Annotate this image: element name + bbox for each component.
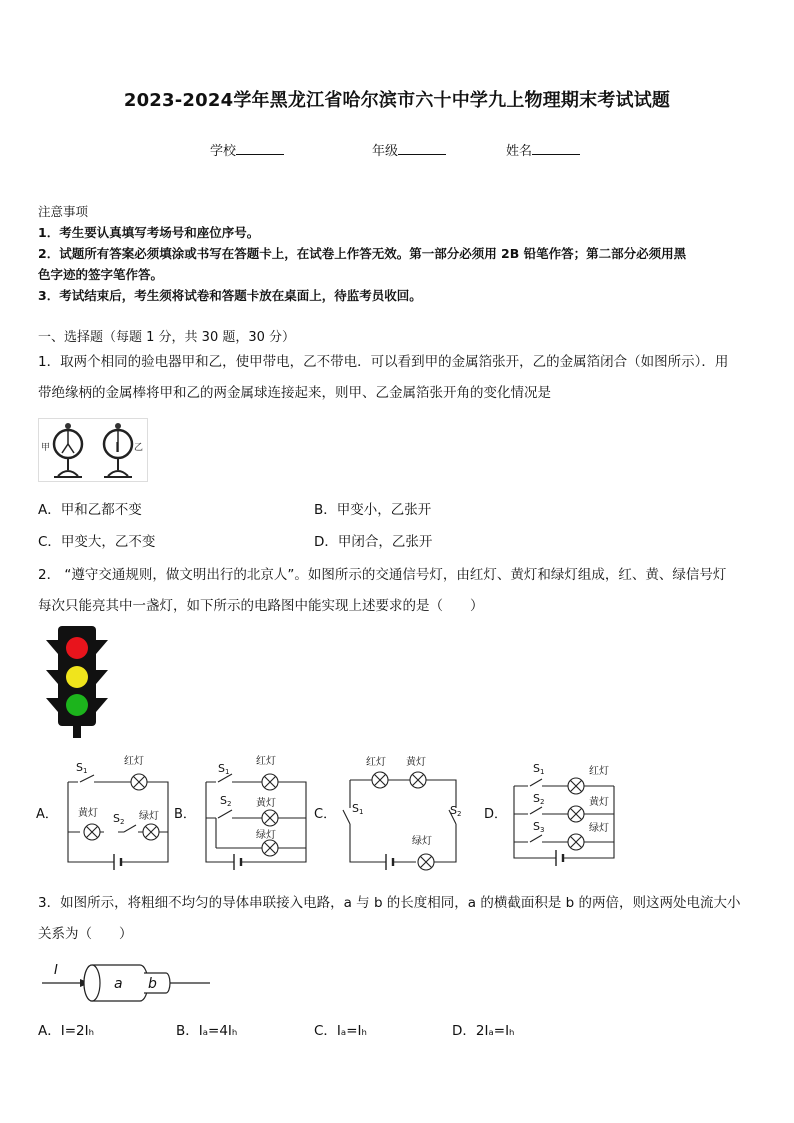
fig-label-jia: 甲 [41,443,51,453]
switch-label: S1 [76,761,88,775]
circuit-d [514,762,614,866]
question-2-line: 2． “遵守交通规则，做文明出行的北京人”。如图所示的交通信号灯，由红灯、黄灯和绿灯组成，红、黄、绿信号灯 [38,567,727,583]
lamp-icon [84,824,100,840]
question-2-line: 每次只能亮其中一盏灯，如下所示的电路图中能实现上述要求的是（ ） [38,598,484,614]
switch-label: S2 [450,804,462,818]
question-3-line: 关系为（ ） [38,926,133,942]
q1-option-a: A．甲和乙都不变 [38,502,142,518]
red-light [66,637,88,659]
conductor-b-label: b [148,976,157,992]
lamp-label-green: 绿灯 [589,823,609,834]
lamp-label-yellow: 黄灯 [256,798,276,809]
grade-field [372,140,446,159]
traffic-light-figure [44,626,110,738]
circuit-a [68,754,168,870]
school-field [210,140,284,159]
conductor-a-label: a [114,976,123,992]
question-1-line: 带绝缘柄的金属棒将甲和乙的两金属球连接起来，则甲、乙金属箔张开角的变化情况是 [38,385,551,401]
question-1-line: 1．取两个相同的验电器甲和乙，使甲带电，乙不带电．可以看到甲的金属箔张开，乙的金属箔闭合（如图所示）．用 [38,354,729,370]
circuit-c [343,755,461,870]
switch-label: S1 [218,762,230,776]
green-light [66,694,88,716]
lamp-label-green: 绿灯 [139,811,159,822]
switch-label: S3 [533,820,545,834]
lamp-icon [262,810,278,826]
electroscope-jia [54,423,82,477]
electroscope-figure [38,418,148,482]
name-blank [532,142,580,155]
lamp-icon [262,840,278,856]
switch-label: S1 [533,762,545,776]
circuit-option-c-letter: C． [314,807,337,822]
lamp-label-red: 红灯 [366,757,386,768]
q3-option-c: C．Iₐ=Iₕ [314,1023,367,1039]
lamp-icon [372,772,388,788]
lamp-label-green: 绿灯 [256,830,276,841]
lamp-icon [131,774,147,790]
notice-item: 2．试题所有答案必须填涂或书写在答题卡上，在试卷上作答无效。第一部分必须用 2B 铅笔作答；第二部分必须用黑 [38,246,687,261]
q3-option-a: A．I=2Iₕ [38,1023,95,1039]
question-1 [38,347,758,409]
lamp-icon [568,834,584,850]
notice-block [38,201,758,306]
page-title: 2023-2024学年黑龙江省哈尔滨市六十中学九上物理期末考试试题 [123,90,671,111]
circuit-options-figure [36,752,636,874]
circuit-b [206,754,306,870]
lamp-label-green: 绿灯 [412,836,432,847]
section-heading: 一、选择题（每题 1 分，共 30 题，30 分） [38,330,296,345]
current-label: I [54,963,58,978]
switch-label: S2 [533,792,545,806]
switch-label: S2 [113,812,125,826]
notice-item: 1．考生要认真填写考场号和座位序号。 [38,225,260,240]
lamp-icon [568,806,584,822]
circuit-option-d-letter: D． [484,807,508,822]
conductor-figure [40,958,215,1010]
grade-label: 年级 [372,144,399,159]
circuit-option-a-letter: A． [36,807,58,822]
grade-blank [398,142,446,155]
lamp-icon [568,778,584,794]
lamp-label-yellow: 黄灯 [589,797,609,808]
lamp-icon [262,774,278,790]
switch-label: S1 [352,802,364,816]
q3-option-d: D．2Iₐ=Iₕ [452,1023,515,1039]
question-3 [38,888,758,950]
yellow-light [66,666,88,688]
q1-option-c: C．甲变大，乙不变 [38,534,156,550]
name-label: 姓名 [506,144,533,159]
lamp-label-yellow: 黄灯 [78,808,98,819]
switch-label: S2 [220,794,232,808]
lamp-label-red: 红灯 [589,766,609,777]
circuit-option-b-letter: B． [174,807,196,822]
name-field [506,140,580,159]
q1-option-b: B．甲变小，乙张开 [314,502,432,518]
school-label: 学校 [210,144,237,159]
notice-item: 色字迹的签字笔作答。 [38,267,164,282]
q3-option-b: B．Iₐ=4Iₕ [176,1023,238,1039]
notice-item: 3．考试结束后，考生须将试卷和答题卡放在桌面上，待监考员收回。 [38,288,422,303]
lamp-label-red: 红灯 [124,756,144,767]
school-blank [236,142,284,155]
lamp-label-yellow: 黄灯 [406,757,426,768]
lamp-icon [410,772,426,788]
notice-heading: 注意事项 [38,204,89,219]
electroscope-yi [104,423,132,477]
question-3-line: 3．如图所示，将粗细不均匀的导体串联接入电路，a 与 b 的长度相同，a 的横截面积是 b 的两倍，则这两处电流大小 [38,895,741,911]
fig-label-yi: 乙 [134,443,144,453]
q1-option-d: D．甲闭合，乙张开 [314,534,433,550]
lamp-label-red: 红灯 [256,756,276,767]
lamp-icon [143,824,159,840]
lamp-icon [418,854,434,870]
question-2 [38,560,758,622]
